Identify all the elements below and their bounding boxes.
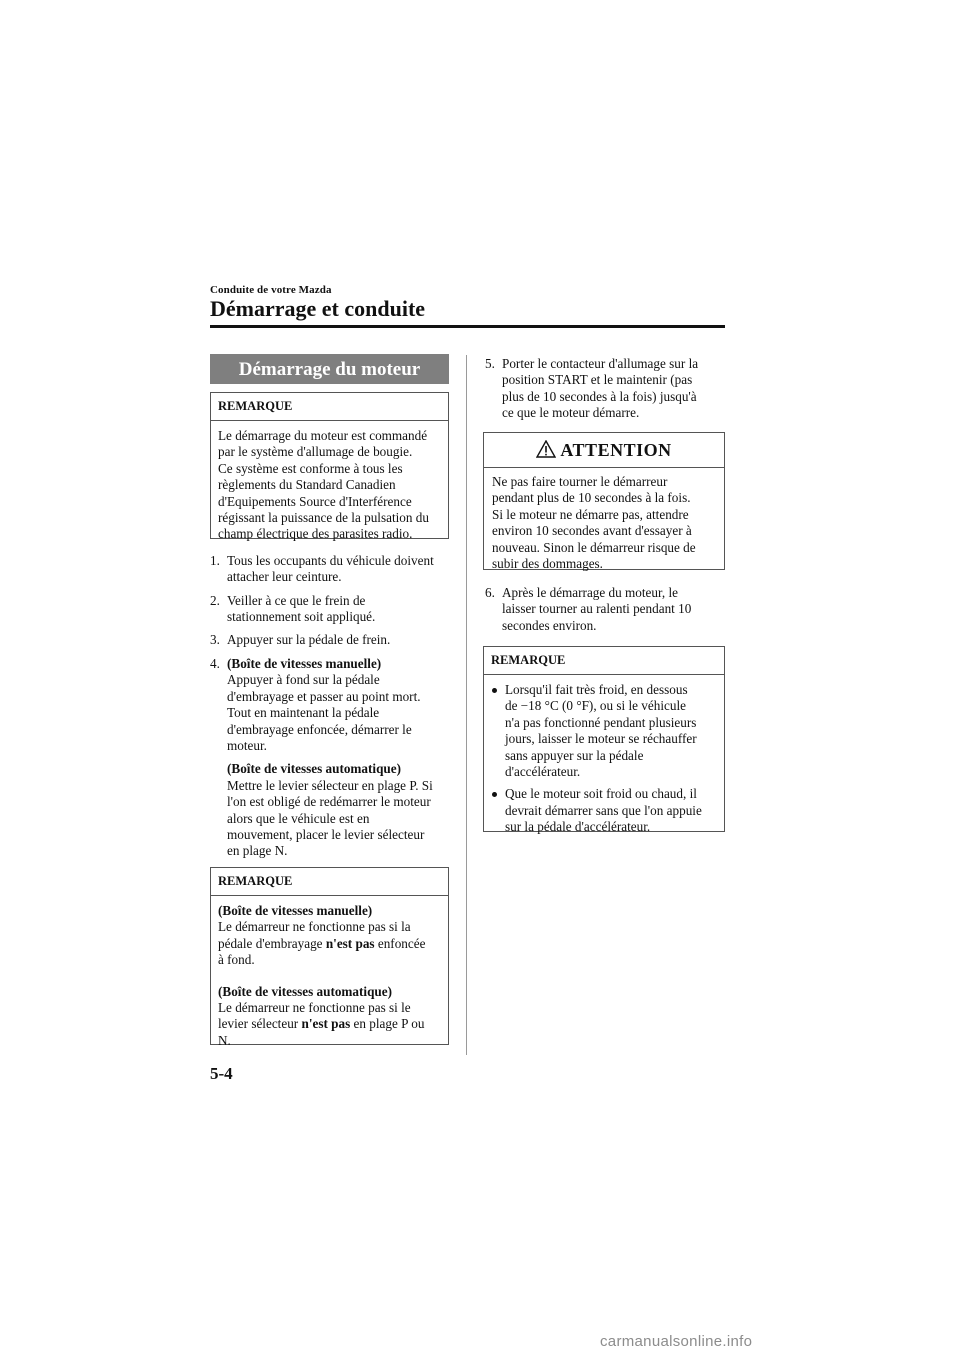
page-number: 5-4 bbox=[210, 1064, 233, 1083]
note-line: régissant la puissance de la pulsation du bbox=[218, 510, 429, 526]
step-2: 2. Veiller à ce que le frein de stationnement soit appliqué. bbox=[210, 593, 376, 625]
step-5: 5. Porter le contacteur d'allumage sur la position START et le maintenir (pas plus de 10 secondes à la fois) jusqu'à ce que le moteur démarre. bbox=[485, 356, 699, 421]
note-heading: REMARQUE bbox=[218, 399, 293, 413]
list-item: Lorsqu'il fait très froid, en dessous de −18 °C (0 °F), ou si le véhicule n'a pas fonctionné pendant plusieurs jours, laisser le moteur se réchauffer sans appuyer sur la pédale d'accélérateur. bbox=[487, 682, 720, 780]
bullet-icon bbox=[492, 688, 497, 693]
note-line: Le démarrage du moteur est commandé bbox=[218, 428, 428, 443]
header-rule bbox=[210, 325, 725, 328]
column-divider bbox=[466, 355, 467, 1055]
step-6: 6. Après le démarrage du moteur, le laisser tourner au ralenti pendant 10 secondes environ. bbox=[485, 585, 692, 633]
attention-box bbox=[483, 432, 725, 570]
chapter-label: Conduite de votre Mazda bbox=[210, 284, 332, 296]
note-body bbox=[211, 420, 448, 551]
note-heading: REMARQUE bbox=[218, 874, 293, 888]
note-bullet-list bbox=[487, 682, 720, 836]
step-3: 3. Appuyer sur la pédale de frein. bbox=[210, 632, 391, 647]
attention-body: Ne pas faire tourner le démarreur pendant plus de 10 secondes à la fois. Si le moteur ne démarre pas, attendre environ 10 secondes avant d'essayer à nouveau. Sinon le démarreur risque de subir des dommages. bbox=[492, 474, 696, 572]
step-4: 4. (Boîte de vitesses manuelle) Appuyer à fond sur la pédale d'embrayage et passer au point mort. Tout en maintenant la pédale d'embrayage enfoncée, démarrer le moteur. (Boîte de vitesses automatique) Mettre le levier sélecteur en plage P. Si l'on est obligé de redémarrer le moteur alors que le véhicule est en mouvement, placer le levier sélecteur en plage N. bbox=[210, 656, 455, 860]
warning-triangle-icon bbox=[536, 435, 556, 469]
note-box-3 bbox=[483, 646, 725, 835]
note-box-2 bbox=[210, 867, 449, 1048]
note-heading: REMARQUE bbox=[491, 653, 566, 667]
attention-heading: ATTENTION bbox=[484, 433, 724, 468]
step-4-manual-heading: (Boîte de vitesses manuelle) bbox=[227, 656, 382, 671]
note-line: champ électrique des parasites radio. bbox=[218, 526, 413, 542]
note-box-1 bbox=[210, 392, 449, 542]
note-line: par le système d'allumage de bougie. bbox=[218, 444, 413, 460]
step-4-auto-heading: (Boîte de vitesses automatique) bbox=[227, 761, 401, 777]
page-title: Démarrage et conduite bbox=[210, 296, 426, 321]
watermark: carmanualsonline.info bbox=[600, 1333, 753, 1350]
note-line: Ce système est conforme à tous les bbox=[218, 460, 403, 476]
step-1: 1. Tous les occupants du véhicule doivent attacher leur ceinture. bbox=[210, 553, 434, 585]
note-body: (Boîte de vitesses manuelle) Le démarreur ne fonctionne pas si la pédale d'embrayage n'est pas enfoncée à fond. (Boîte de vitesses automatique) Le démarreur ne fonctionne pas si le levier sélecteur n'est pas en plage P ou N. bbox=[211, 895, 448, 1057]
note-line: d'Equipements Source d'Interférence bbox=[218, 493, 412, 509]
note-body bbox=[484, 674, 724, 850]
bullet-icon bbox=[492, 792, 497, 797]
note-line: règlements du Standard Canadien bbox=[218, 477, 396, 493]
list-item: Que le moteur soit froid ou chaud, il devrait démarrer sans que l'on appuie sur la pédale d'accélérateur. bbox=[487, 786, 720, 835]
section-banner: Démarrage du moteur bbox=[210, 354, 449, 384]
